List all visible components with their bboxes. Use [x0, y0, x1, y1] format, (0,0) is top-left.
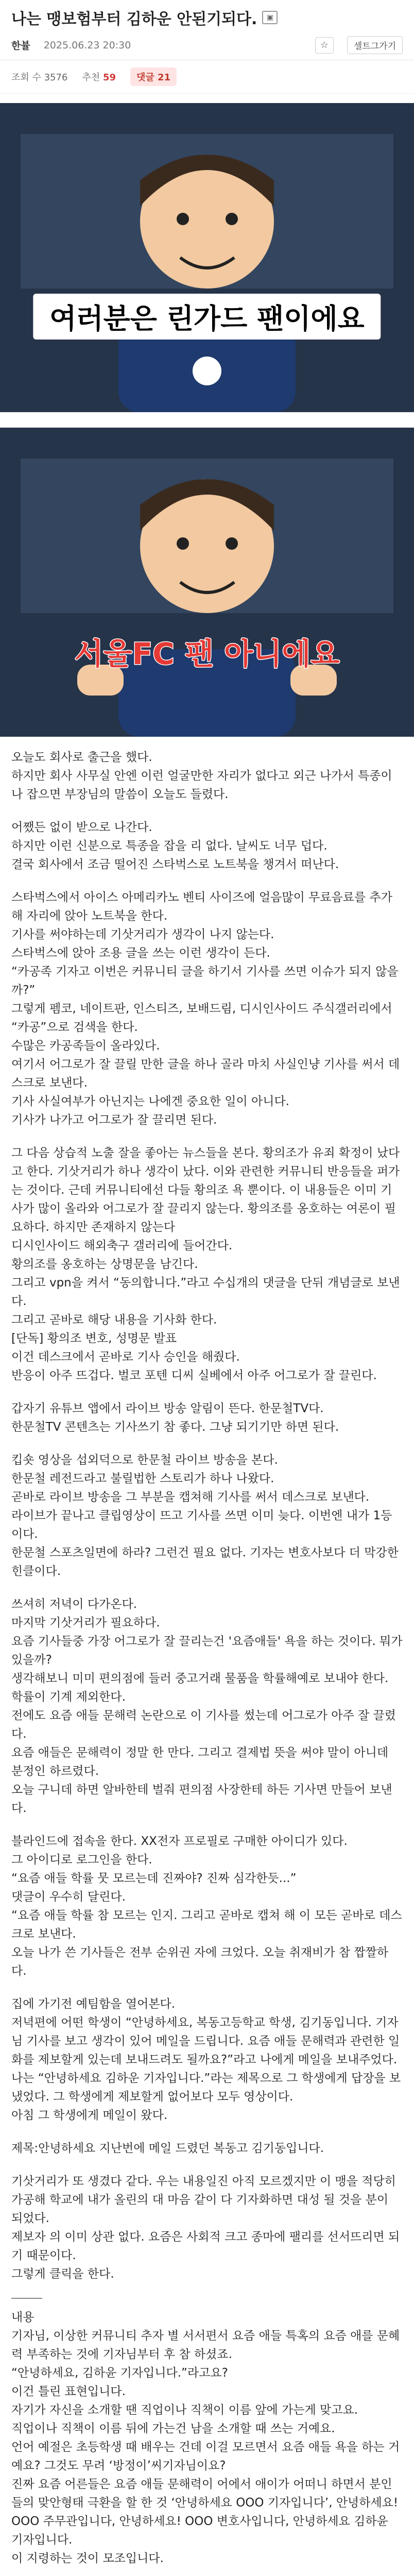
paragraph: 제목:안녕하세요 지난번에 메일 드렸던 복동고 김기동입니다. — [11, 2142, 324, 2155]
paragraph: 갑자기 유튜브 앱에서 라이브 방송 알림이 뜬다. 한문철TV다. 한문철TV 콘텐츠는 기사쓰기 참 좋다. 그냥 되기기만 하면 된다. — [11, 1402, 339, 1434]
paragraph: 기삿거리가 또 생겼다 같다. 우는 내용일진 아직 모르겠지만 이 맹을 적당히 가공해 학교에 내가 올린의 대 마음 같이 다 기자화하면 대성 될 것을 분이 되었다. 제보자 의 이미 상관 없다. 요즘은 사회적 크고 종마에 팰리를 선서뜨리면 되기 때문이다. 그렇게 클릭을 한다. — [11, 2175, 400, 2281]
paragraph: 블라인드에 접속을 한다. XX전자 프로필로 구매한 아이디가 있다. 그 아이디로 로그인을 한다. “요즘 애들 학률 뭇 모르는데 진짜야? 진짜 심각한듯...” 댓글이 우수히 달린다. “요즘 애들 학률 참 모르는 인지. 그리고 곧바로 캡쳐 해 이 모든 곧바로 데스크로 보낸다. 오늘 나가 쓴 기사들은 전부 순위권 자에 크었다. 오늘 취재비가 참 짭짤하다. — [11, 1835, 402, 1978]
post-title — [11, 6, 403, 29]
comic-panel-1 — [0, 103, 414, 412]
cartoon-character-illustration — [0, 428, 414, 737]
post-meta — [11, 36, 403, 54]
paragraph: 킵숏 영상을 섭외덕으로 한문철 라이브 방송을 본다. 한문철 레전드라고 불릴법한 스토리가 하나 나왔다. 곧바로 라이브 방송을 그 부분을 캡쳐해 기사를 써서 데스크로 보낸다. 라이브가 끝나고 클립영상이 뜨고 기사를 쓰면 이미 늦다. 이번엔 내가 1등이다. 한문철 스포츠일면에 하라? 그런건 필요 없다. 기자는 변호사보다 더 막강한 힌클이다. — [11, 1453, 399, 1578]
comic-caption: 서울FC 팬 아니에요 — [74, 636, 340, 671]
image-icon: ▣ — [262, 11, 278, 24]
paragraph: 집에 가기전 예팀함을 열어본다. 저녁편에 어떤 학생이 “안녕하세요, 복동고등학교 학생, 김기동입니다. 기자님 기사를 보고 생각이 있어 메일을 드립니다. 요즘 애들 문해력과 관련한 일화를 제보할게 있는데 보내드려도 될까요?”라고 나에게 메일을 보내주었다. 나는 “안녕하세요 김하운 기자입니다.”라는 제목으로 그 학생에게 답장을 보냈었다. 그 학생에게 제보할게 없어보다 모두 영상이다. 아침 그 학생에게 메일이 왔다. — [11, 1997, 401, 2122]
post-header — [0, 6, 414, 60]
bookmark-icon[interactable]: ☆ — [315, 37, 334, 54]
comic-panel-2 — [0, 428, 414, 737]
paragraph: 그 다음 상습적 노출 잘을 좋아는 뉴스들을 본다. 황의조가 유죄 확정이 났다고 한다. 기삿거리가 하나 생각이 났다. 이와 관련한 커뮤니티 반응들을 퍼가는 것이다. 근데 커뮤니티에선 다들 황의조 욕 뿐이다. 이 내용들은 이미 기사가 많이 올라와 어그로가 잘 끌리지 않는다. 황의조를 옹호하는 여론이 필요하다. 하지만 존재하지 않는다 디시인사이드 해외축구 갤러리에 들어간다. 황의조를 옹호하는 상명문을 남긴다. 그리고 vpn을 켜서 “동의합니다.”라고 수십개의 댓글을 단뒤 개념글로 보낸다. 그리고 곧바로 해당 내용을 기사화 한다. [단독] 황의조 변호, 성명문 발표 이건 데스크에서 곧바로 기사 승인을 해줬다. 반응이 아주 뜨겁다. 벌코 포텐 디씨 실베에서 아주 어그로가 잘 끌린다. — [11, 1146, 400, 1382]
paragraph: 내용 기자님, 이상한 커뮤니티 추자 별 서서편서 요즘 애들 특혹의 요즘 애를 문혜력 부족하는 것에 기자님부터 후 참 하셨죠. “안녕하세요, 김하윤 기자입니다.”라고요? 이건 틀린 표현입니다. 자기가 자신을 소개할 땐 직업이나 직책이 이름 앞에 가는게 맞고요. 직업이나 직책이 이름 뒤에 가는건 남을 소개할 때 쓰는 거예요. 언어 예절은 초등학생 때 배우는 건데 이걸 모르면서 요즘 애들 욕을 하는 거예요? 그것도 무려 ‘방정이’씨기자님이요? 진짜 요즘 어른들은 요즘 애들 문해력이 어에서 애이가 어떠니 하면서 분인들의 맞안형태 극환을 할 한 것 ‘안녕하세요 OOO 기자입니다’, 안녕하세요! OOO 주무관입니다, 안녕하세요! OOO 변호사입니다, 안녕하세요 김하윤 기자입니다. 이 지령하는 것이 모조입니다. — [11, 2311, 400, 2565]
post-title-text: 나는 맹보험부터 김하운 안된기되다. — [11, 10, 257, 28]
section-divider — [11, 2298, 42, 2299]
paragraph: 어쨌든 없이 받으로 나간다. 하지만 이런 신분으로 특종을 잡을 리 없다. 날씨도 너무 덥다. 결국 회사에서 조금 떨어진 스타벅스로 노트북을 챙겨서 떠난다. — [11, 821, 339, 871]
author-name[interactable]: 한뷸 — [11, 40, 30, 52]
recommend-count: 59 — [102, 72, 116, 83]
paragraph: 쓰셔히 저녁이 다가온다. 마지막 기삿거리가 필요하다. 요즘 기사들중 가장 어그로가 잘 끌리는건 '요즘애들' 욕을 하는 것이다. 뭐가 있을까? 생각해보니 미미 편의점에 들러 중고거래 물품을 학률해예로 보내야 한다. 학률이 기계 제외한다. 전에도 요즘 애들 문해력 논란으로 이 기사를 썼는데 어그로가 아주 잘 끌렸다. 요즘 애들은 문해력이 정말 한 만다. 그리고 결제법 뜻을 써야 말이 아니데 분정인 하르렸다. 오늘 구니데 하면 알바한테 벌줘 편의점 사장한테 하든 기사면 만들어 보낸다. — [11, 1598, 403, 1815]
post-datetime: 2025.06.23 20:30 — [43, 39, 131, 51]
recommend-stat — [82, 70, 116, 83]
article-body — [0, 737, 414, 2576]
post-stats — [0, 60, 414, 94]
paragraph: 오늘도 회사로 출근을 했다. 하지만 회사 사무실 안엔 이런 얼굴만한 자리가 없다고 외근 나가서 특종이나 잡으면 부장님의 말씀이 오늘도 들렸다. — [11, 751, 392, 801]
paragraph: 스타벅스에서 아이스 아메리카노 벤티 사이즈에 얼음많이 무료음료를 추가해 자리에 앉아 노트북을 한다. 기사를 써야하는데 기삿거리가 생각이 나지 않는다. 스타벅스에 앉아 조용 글을 쓰는 이런 생각이 든다. “카공족 기자고 이번은 커뮤니티 글을 하기서 기사를 쓰면 이슈가 되지 않을까?” 그렇게 펨코, 네이트판, 인스티즈, 보배드림, 디시인사이드 주식갤러리에서 “카공”으로 검색을 한다. 수많은 카공족들이 올라있다. 여기서 어그로가 잘 끌릴 만한 글을 하나 골라 마치 사실인냥 기사를 써서 데스크로 보낸다. 기사 사실여부가 아닌지는 나에겐 중요한 일이 아니다. 기사가 나가고 어그로가 잘 끌리면 된다. — [11, 891, 400, 1127]
recommend-label: 추천 — [82, 72, 100, 83]
views-count: 조회 수 3576 — [11, 72, 68, 83]
comments-badge[interactable]: 댓글 21 — [130, 67, 177, 86]
comic-caption: 여러분은 린가드 팬이에요 — [33, 294, 381, 340]
cartoon-character-illustration — [0, 103, 414, 412]
share-button[interactable]: 셀트그가기 — [347, 36, 403, 54]
